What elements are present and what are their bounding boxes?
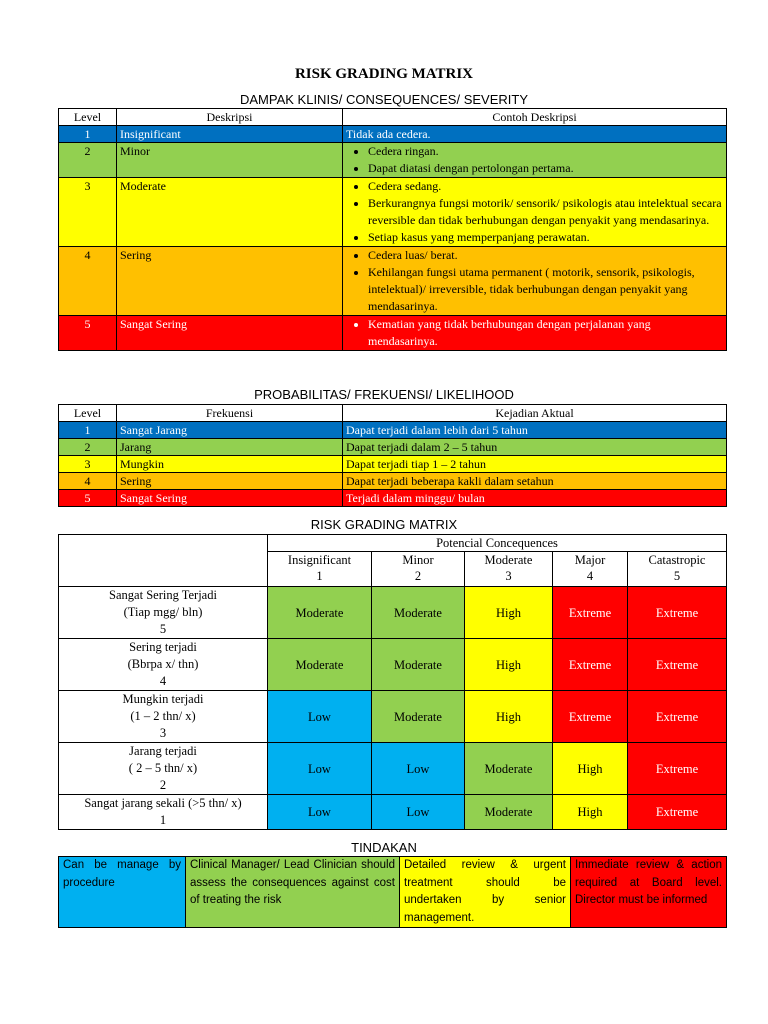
column-number: 5 <box>673 569 681 583</box>
table-row <box>59 422 727 439</box>
list-item: • Cedera ringan. <box>368 143 723 160</box>
row-number: 5 <box>159 622 167 636</box>
risk-cell: High <box>553 743 628 795</box>
column-number: 1 <box>316 569 323 583</box>
row-label <box>59 795 268 830</box>
risk-cell: Moderate <box>465 795 553 830</box>
document-title: RISK GRADING MATRIX <box>294 66 474 82</box>
row-number: 4 <box>159 674 167 688</box>
column-number: 3 <box>505 569 512 583</box>
example-cell <box>343 178 727 247</box>
table-row <box>59 857 727 928</box>
action-cell-high: Detailed review & urgent treatment should be undertaken by senior management. <box>400 857 571 928</box>
freq-cell: Sangat Jarang <box>117 422 343 439</box>
action-cell-moderate: Clinical Manager/ Lead Clinician should assess the consequences against cost of treating the risk <box>186 857 400 928</box>
risk-cell: Extreme <box>553 691 628 743</box>
actions-table <box>58 856 727 928</box>
list-item: • Cedera luas/ berat. <box>368 247 723 264</box>
freq-cell: Sangat Sering <box>117 490 343 507</box>
list-item: • Kehilangan fungsi utama permanent ( motorik, sensorik, psikologis, intelektual)/ irreversible, tidak berhubungan dengan penyakit yang mendasarinya. <box>368 264 723 315</box>
risk-cell: Extreme <box>628 795 727 830</box>
freq-cell: Sering <box>117 473 343 490</box>
actions-heading: TINDAKAN <box>351 840 417 855</box>
table-row <box>59 247 727 316</box>
example-cell: Tidak ada cedera. <box>343 126 727 143</box>
column-number: 2 <box>414 569 422 583</box>
matrix-heading: RISK GRADING MATRIX <box>310 517 458 532</box>
risk-cell: Extreme <box>628 639 727 691</box>
table-row <box>59 143 727 178</box>
risk-matrix-table <box>58 534 727 830</box>
row-label <box>59 691 268 743</box>
header-kejadian: Kejadian Aktual <box>343 405 727 422</box>
risk-cell: Low <box>372 795 465 830</box>
risk-cell: Extreme <box>553 587 628 639</box>
column-header <box>553 552 628 587</box>
table-row <box>59 490 727 507</box>
level-cell: 2 <box>59 143 117 178</box>
matrix-corner-cell <box>59 535 268 587</box>
risk-cell: Extreme <box>628 743 727 795</box>
level-cell: 3 <box>59 456 117 473</box>
row-label-line: (1 – 2 thn/ x) <box>130 709 196 723</box>
row-label <box>59 587 268 639</box>
table-row <box>59 473 727 490</box>
list-item: • Berkurangnya fungsi motorik/ sensorik/ psikologis atau intelektual secara reversible dan tidak berhubungan dengan penyakit yang mendasarinya. <box>368 195 723 229</box>
freq-cell: Jarang <box>117 439 343 456</box>
table-row <box>59 587 727 639</box>
table-row <box>59 743 727 795</box>
column-header <box>268 552 372 587</box>
row-number: 1 <box>159 813 167 827</box>
actual-cell: Terjadi dalam minggu/ bulan <box>343 490 727 507</box>
risk-cell: Extreme <box>553 639 628 691</box>
actual-cell: Dapat terjadi dalam lebih dari 5 tahun <box>343 422 727 439</box>
risk-cell: Moderate <box>268 587 372 639</box>
table-row <box>59 316 727 351</box>
severity-table <box>58 108 727 351</box>
header-level: Level <box>59 405 117 422</box>
table-row <box>59 456 727 473</box>
risk-cell: Low <box>268 795 372 830</box>
actual-cell: Dapat terjadi tiap 1 – 2 tahun <box>343 456 727 473</box>
likelihood-heading: PROBABILITAS/ FREKUENSI/ LIKELIHOOD <box>254 387 514 402</box>
table-header-row <box>59 109 727 126</box>
level-cell: 3 <box>59 178 117 247</box>
risk-cell: Moderate <box>465 743 553 795</box>
row-label-line: Jarang terjadi <box>129 744 197 758</box>
table-row <box>59 795 727 830</box>
risk-cell: Moderate <box>372 691 465 743</box>
table-header-row <box>59 405 727 422</box>
risk-cell: Low <box>372 743 465 795</box>
risk-cell: Extreme <box>628 691 727 743</box>
row-label-line: (Tiap mgg/ bln) <box>123 605 203 619</box>
likelihood-table <box>58 404 727 507</box>
row-label-line: ( 2 – 5 thn/ x) <box>128 761 198 775</box>
table-row <box>59 178 727 247</box>
header-contoh: Contoh Deskripsi <box>343 109 727 126</box>
potential-consequences-label: Potencial Concequences <box>268 535 727 552</box>
level-cell: 1 <box>59 126 117 143</box>
header-level: Level <box>59 109 117 126</box>
table-header-row <box>59 535 727 552</box>
column-name: Moderate <box>484 553 533 567</box>
risk-cell: Moderate <box>372 639 465 691</box>
row-label-line: Mungkin terjadi <box>122 692 204 706</box>
example-cell <box>343 316 727 351</box>
row-label-line: Sangat Sering Terjadi <box>109 588 217 602</box>
desc-cell: Sering <box>117 247 343 316</box>
column-header <box>465 552 553 587</box>
table-row <box>59 439 727 456</box>
column-name: Minor <box>402 553 434 567</box>
desc-cell: Moderate <box>117 178 343 247</box>
level-cell: 5 <box>59 490 117 507</box>
risk-cell: Low <box>268 743 372 795</box>
risk-cell: High <box>465 587 553 639</box>
example-cell <box>343 247 727 316</box>
level-cell: 4 <box>59 473 117 490</box>
level-cell: 2 <box>59 439 117 456</box>
desc-cell: Insignificant <box>117 126 343 143</box>
action-cell-extreme: Immediate review & action required at Board level. Director must be informed <box>571 857 727 928</box>
row-label-line: (Bbrpa x/ thn) <box>127 657 199 671</box>
desc-cell: Sangat Sering <box>117 316 343 351</box>
freq-cell: Mungkin <box>117 456 343 473</box>
actual-cell: Dapat terjadi dalam 2 – 5 tahun <box>343 439 727 456</box>
header-frekuensi: Frekuensi <box>117 405 343 422</box>
column-header <box>628 552 727 587</box>
column-name: Insignificant <box>287 553 352 567</box>
table-row <box>59 691 727 743</box>
row-number: 2 <box>159 778 167 792</box>
row-label <box>59 743 268 795</box>
row-label-line: Sering terjadi <box>129 640 197 654</box>
level-cell: 1 <box>59 422 117 439</box>
column-name: Catastropic <box>648 553 706 567</box>
list-item: • Kematian yang tidak berhubungan dengan perjalanan yang mendasarinya. <box>368 316 723 350</box>
level-cell: 5 <box>59 316 117 351</box>
row-label-line: Sangat jarang sekali (>5 thn/ x) <box>84 796 242 810</box>
severity-heading: DAMPAK KLINIS/ CONSEQUENCES/ SEVERITY <box>240 92 528 107</box>
risk-cell: Moderate <box>268 639 372 691</box>
level-cell: 4 <box>59 247 117 316</box>
column-name: Major <box>574 553 606 567</box>
list-item: • Cedera sedang. <box>368 178 723 195</box>
table-row <box>59 639 727 691</box>
risk-cell: Extreme <box>628 587 727 639</box>
actual-cell: Dapat terjadi beberapa kakli dalam setahun <box>343 473 727 490</box>
desc-cell: Minor <box>117 143 343 178</box>
risk-cell: High <box>553 795 628 830</box>
risk-cell: High <box>465 639 553 691</box>
action-cell-low: Can be manage by procedure <box>59 857 186 928</box>
risk-cell: Moderate <box>372 587 465 639</box>
row-label <box>59 639 268 691</box>
column-number: 4 <box>586 569 594 583</box>
example-cell <box>343 143 727 178</box>
risk-cell: Low <box>268 691 372 743</box>
column-header <box>372 552 465 587</box>
list-item: • Dapat diatasi dengan pertolongan pertama. <box>368 160 723 177</box>
list-item: • Setiap kasus yang memperpanjang perawatan. <box>368 229 723 246</box>
header-deskripsi: Deskripsi <box>117 109 343 126</box>
row-number: 3 <box>159 726 167 740</box>
risk-cell: High <box>465 691 553 743</box>
table-row <box>59 126 727 143</box>
